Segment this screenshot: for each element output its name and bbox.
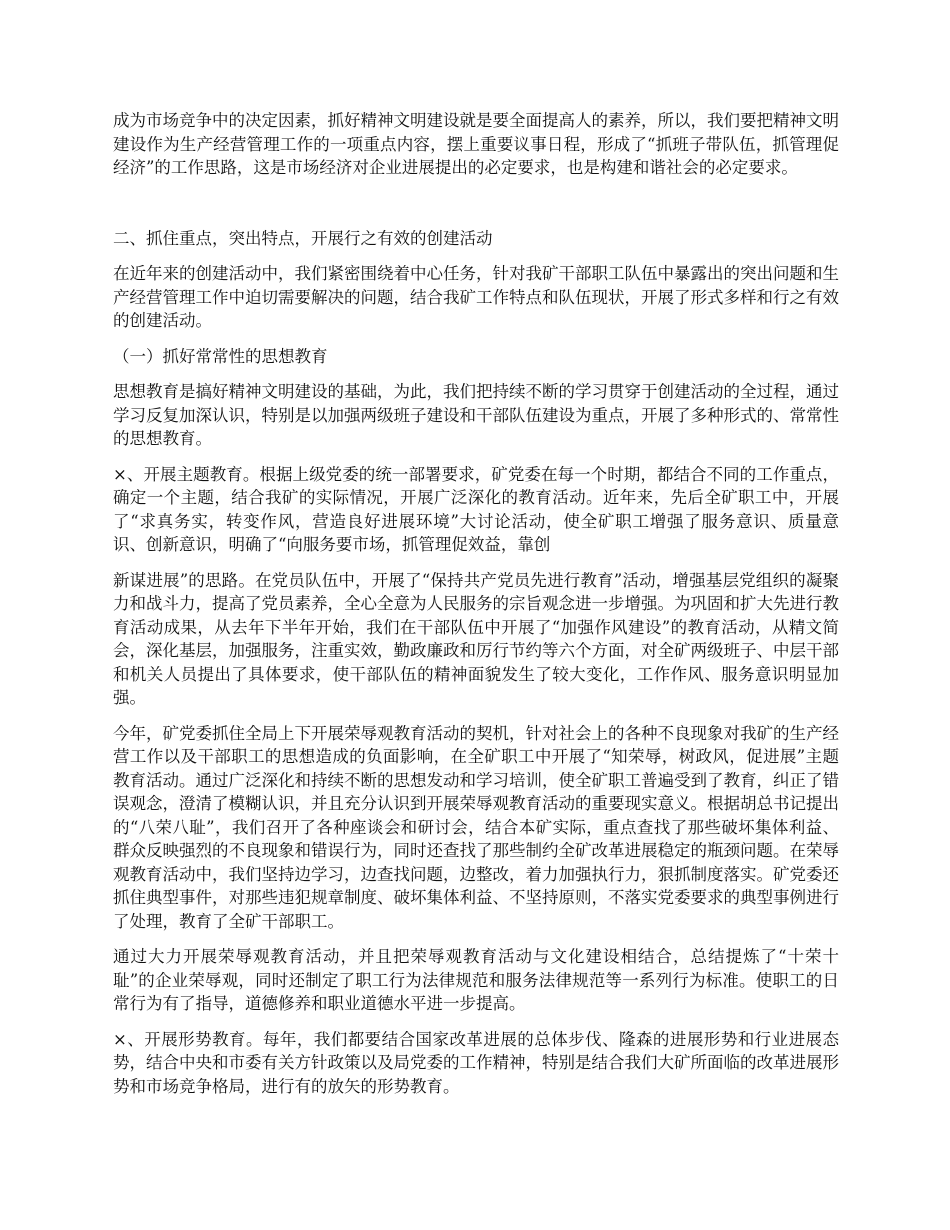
paragraph-theme-education-cont: 新谋进展”的思路。在党员队伍中，开展了“保持共产党员先进行教育”活动，增强基层党组织的凝聚力和战斗力，提高了党员素养，全心全意为人民服务的宗旨观念进一步增强。为巩固和扩大先进行教育活动成果，从去年下半年开始，我们在干部队伍中开展了“加强作风建设”的教育活动，从精文简会，深化基层，加强服务，注重实效，勤政廉政和厉行节约等六个方面，对全矿两级班子、中层干部和机关人员提出了具体要求，使干部队伍的精神面貌发生了较大变化，工作作风、服务意识明显加强。 <box>113 570 839 707</box>
paragraph-theme-education: ×、开展主题教育。根据上级党委的统一部署要求，矿党委在每一个时期，都结合不同的工作重点，确定一个主题，结合我矿的实际情况，开展广泛深化的教育活动。近年来，先后全矿职工中，开展了“求真务实，转变作风，营造良好进展环境”大讨论活动，使全矿职工增强了服务意识、质量意识、创新意识，明确了“向服务要市场，抓管理促效益，靠创 <box>113 464 839 554</box>
subsection-heading-1: （一）抓好常常性的思想教育 <box>113 346 328 366</box>
paragraph-situation-education: ×、开展形势教育。每年，我们都要结合国家改革进展的总体步伐、隆森的进展形势和行业进展态势，结合中央和市委有关方针政策以及局党委的工作精神，特别是结合我们大矿所面临的改革进展形势和市场竞争格局，进行有的放矢的形势教育。 <box>113 1029 839 1096</box>
section-heading-2: 二、抓住重点，突出特点，开展行之有效的创建活动 <box>113 228 493 248</box>
paragraph-activities: 在近年来的创建活动中，我们紧密围绕着中心任务，针对我矿干部职工队伍中暴露出的突出问题和生产经营管理工作中迫切需要解决的问题，结合我矿工作特点和队伍现状，开展了形式多样和行之有效的创建活动。 <box>113 264 839 330</box>
paragraph-thought-education: 思想教育是搞好精神文明建设的基础，为此，我们把持续不断的学习贯穿于创建活动的全过程，通过学习反复加深认识，特别是以加强两级班子建设和干部队伍建设为重点，开展了多种形式的、常常性的思想教育。 <box>113 382 839 448</box>
document-page <box>113 109 839 1098</box>
paragraph-honor-summary: 通过大力开展荣辱观教育活动，并且把荣辱观教育活动与文化建设相结合，总结提炼了“十荣十耻”的企业荣辱观，同时还制定了职工行为法律规范和服务法律规范等一系列行为标准。使职工的日常行为有了指导，道德修养和职业道德水平进一步提高。 <box>113 947 839 1013</box>
paragraph-intro: 成为市场竞争中的决定因素，抓好精神文明建设就是要全面提高人的素养，所以，我们要把精神文明建设作为生产经营管理工作的一项重点内容，摆上重要议事日程，形成了“抓班子带队伍，抓管理促经济”的工作思路，这是市场经济对企业进展提出的必定要求，也是构建和谐社会的必定要求。 <box>113 111 839 177</box>
paragraph-honor-education: 今年，矿党委抓住全局上下开展荣辱观教育活动的契机，针对社会上的各种不良现象对我矿的生产经营工作以及干部职工的思想造成的负面影响，在全矿职工中开展了“知荣辱，树政风，促进展”主题教育活动。通过广泛深化和持续不断的思想发动和学习培训，使全矿职工普遍受到了教育，纠正了错误观念，澄清了模糊认识，并且充分认识到开展荣辱观教育活动的重要现实意义。根据胡总书记提出的“八荣八耻”，我们召开了各种座谈会和研讨会，结合本矿实际，重点查找了那些破坏集体利益、群众反映强烈的不良现象和错误行为，同时还查找了那些制约全矿改革进展稳定的瓶颈问题。在荣辱观教育活动中，我们坚持边学习，边查找问题，边整改，着力加强执行力，狠抓制度落实。矿党委还抓住典型事件，对那些违犯规章制度、破坏集体利益、不坚持原则，不落实党委要求的典型事例进行了处理，教育了全矿干部职工。 <box>113 723 839 931</box>
